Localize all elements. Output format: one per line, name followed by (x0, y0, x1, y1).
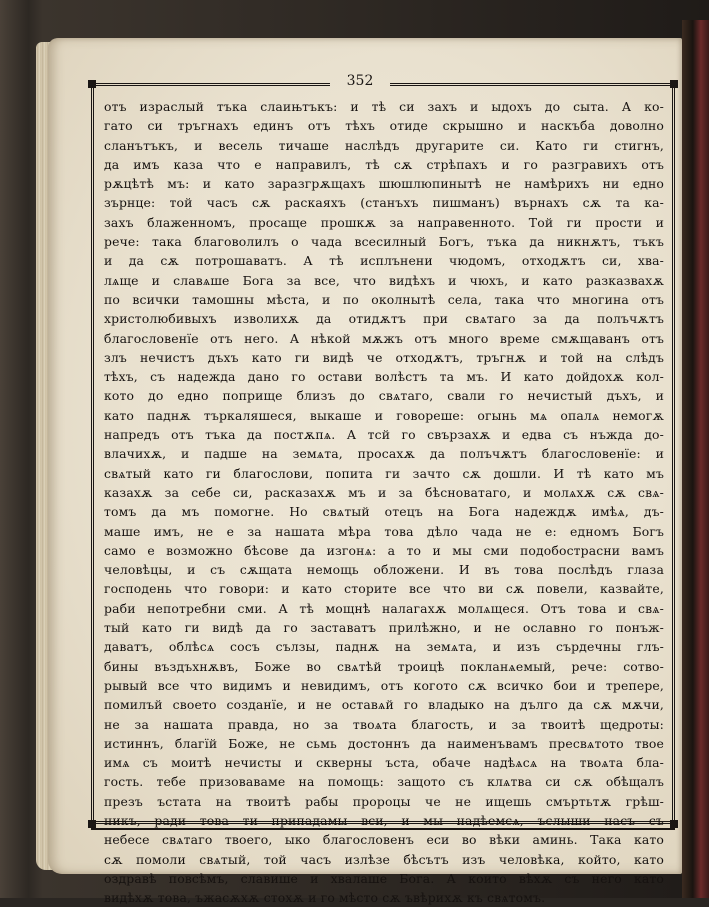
body-text (104, 97, 664, 907)
text-line: и да сѫ потрошаватъ. А тѣ исплънени чюдомъ, отходѫтъ си, хва- (104, 253, 664, 269)
text-line: злъ нечистъ дъхъ като ги видѣ че отходѫтъ, тръгнѫ и той на слѣдъ (104, 349, 664, 365)
text-line: помилъй своето созданїе, и не оставѧй го владыко на дълго да сѫ мѫчи, (104, 697, 664, 713)
text-line: рѫцѣтѣ мъ: и като заразгрѫщахъ шюшлюпинытѣ не намѣрихъ ни едно (104, 176, 664, 192)
text-line: кото до едно поприще близъ до свѧтаго, свали го нечистый дъхъ, и (104, 388, 664, 404)
text-line: да имъ каза что е направилъ, тѣ сѫ стрѣпахъ и го разгравихъ отъ (104, 156, 664, 172)
text-line: не за нашата правда, но за твоѧта благость, и за твоитѣ щедроты: (104, 716, 664, 732)
text-line: лѧще и славѧше Бога за все, что видѣхъ и чюхъ, и като разказвахѫ (104, 272, 664, 288)
text-line: отъ израслый тъка слаињтъкъ: и тѣ си захъ и ыдохъ до сыта. А ко- (104, 99, 664, 114)
text-line: казахѫ за себе си, расказахѫ мъ и за бѣсноватаго, и молѧхѫ сѫ свѧ- (104, 484, 664, 500)
text-line: маше имъ, не е за нашата мѣра това дѣло чада не е: едномъ Богъ (104, 523, 664, 539)
text-line: свѧтый като ги благослови, попита ги зачто сѫ дошли. И тѣ като мъ (104, 465, 664, 481)
text-line: напредъ отъ тъка да постѫпѧ. А тсй го свързахѫ и едва съ нъжда до- (104, 427, 664, 443)
text-line: гато си тръгнахъ единъ отъ тѣхъ отиде скрышно и наскъба доволно (104, 118, 664, 134)
text-line: небесе свѧтаго твоего, ыко благословенъ еси во вѣки аминь. Така като (104, 832, 664, 848)
text-line: само е возможно бѣсове да изгонѧ: а то и мы сми подобострасни вамъ (104, 542, 664, 558)
text-line: зърнце: той часъ сѫ раскаяхъ (станъхъ пишманъ) върнахъ сѫ та ка- (104, 195, 664, 211)
text-line: христолюбивыхъ изволихѫ да отидѫтъ при свѧтаго за да полъчѫтъ (104, 311, 664, 327)
text-line: влачихѫ, и падше на земѧта, просахѫ да полъчѫтъ благословенїе: и (104, 446, 664, 462)
text-line: гость. тебе призоваваме на помощь: защото съ клѧтва си сѫ обѣщалъ (104, 774, 664, 790)
frame-corner-bottom-right (670, 820, 678, 828)
text-line: рече: така благоволилъ о чада всесилный Богъ, тъка да никнѫтъ, тъкъ (104, 234, 664, 250)
text-line: като паднѫ търкаляшеся, выкаше и говореше: огынь мѧ опалѧ немогѫ (104, 407, 664, 423)
text-line: даватъ, облѣсѧ сосъ сълзы, паднѫ на земѧта, и изъ сърдечны глъ- (104, 639, 664, 655)
text-line: истиннъ, благїй Боже, не сьмь достоннъ да наименъвамъ пресвѧтото твое (104, 735, 664, 751)
next-page-spine (682, 20, 709, 898)
text-line: томъ да мъ помогне. Но свѧтый отецъ на Бога надеждѫ имѣѧ, дъ- (104, 504, 664, 520)
text-line: тѣхъ, съ надежда дано го остави волѣстъ та мъ. И като дойдохѫ кол- (104, 369, 664, 385)
text-line: никъ, ради това ти припадамы вси, и мы надѣемсѧ, ъслыши насъ съ (104, 812, 664, 828)
text-line: бины въздъхнѫвъ, Боже во свѧтѣй троицѣ покланѧемый, рече: сотво- (104, 658, 664, 674)
text-line: человѣцы, и съ сѫщата немощь обложени. И въ това послѣдъ глаза (104, 562, 664, 578)
text-line: благословенїе отъ него. А нѣкой мѫжъ отъ много време смѫщаванъ отъ (104, 330, 664, 346)
text-line: рывый все что видимъ и невидимъ, отъ когото сѫ всичко бои и трепере, (104, 677, 664, 693)
text-line: презъ ъстата на твоитѣ рабы пророцы че не ищешь смъртьтѫ грѣш- (104, 793, 664, 809)
frame-corner-bottom-left (88, 820, 96, 828)
text-line: тый като ги видѣ да го заставатъ прилѣжно, и не ославно го понъж- (104, 620, 664, 636)
text-line: захъ блаженномъ, просаще прошкѫ за направенното. Той ги прости и (104, 214, 664, 230)
text-line: имѧ съ моитѣ нечисты и скверны ъста, обаче надѣѧсѧ на твоѧта бла- (104, 755, 664, 771)
text-line: господень что говори: и като сторите все что ви сѫ повели, казвайте, (104, 581, 664, 597)
text-line: оздравѣ повсѣмъ, славише и хвалаше Бога. А които вѣхѫ съ него като (104, 870, 664, 886)
frame-corner-top-left (88, 80, 96, 88)
text-line: сѫ помоли свѧтый, той часъ излѣзе бѣсътъ изъ человѣка, който, като (104, 851, 664, 867)
text-line: видѣхѫ това, ъжасѫхѫ стохѫ и го мѣсто сѫ ъвѣрихѫ къ свѧтомъ. (104, 890, 546, 906)
page-number: 352 (346, 73, 374, 89)
text-line: по всички тамошны мѣста, и по околнытѣ села, така что многина отъ (104, 291, 664, 307)
text-line: сланътъкъ, и весель тичаше наслѣдъ другарите си. Като ги стигнъ, (104, 137, 664, 153)
frame-corner-top-right (670, 80, 678, 88)
text-line: раби непотребни сми. А тѣ мощнѣ налагахѫ молѧщеся. Отъ това и свѧ- (104, 600, 664, 616)
